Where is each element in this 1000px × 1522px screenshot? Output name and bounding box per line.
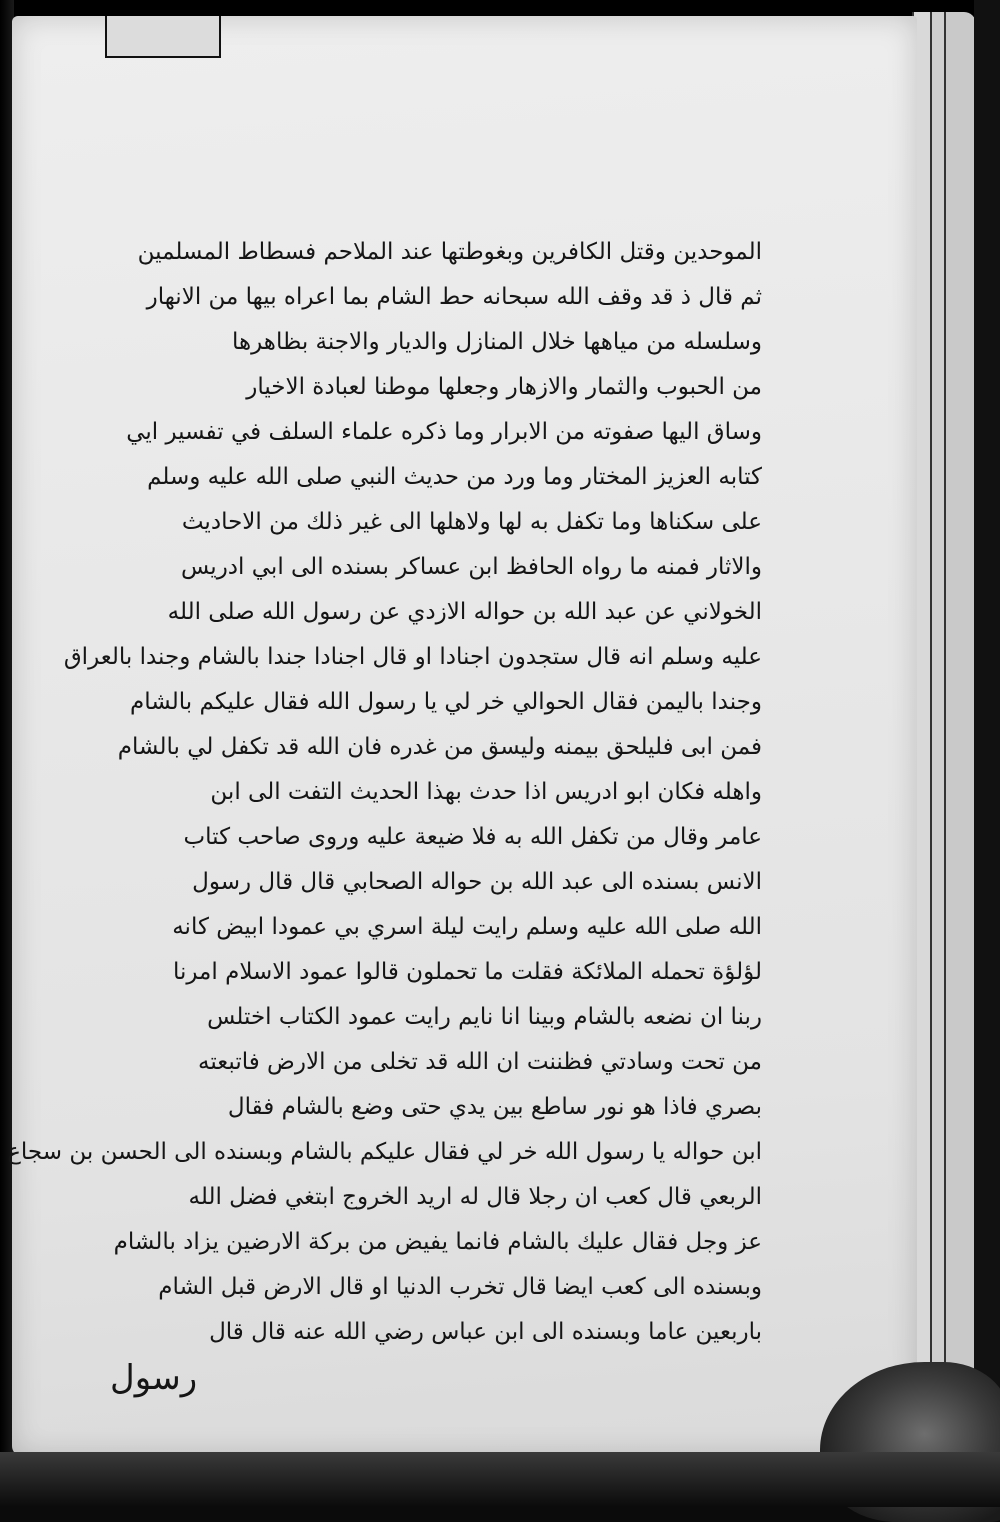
text-line: والاثار فمنه ما رواه الحافظ ابن عساكر بسنده الى ابي ادريس	[180, 554, 762, 580]
text-line: وسلسله من مياهها خلال المنازل والديار والاجنة بظاهرها	[231, 329, 762, 355]
text-line: بصري فاذا هو نور ساطع بين يدي حتى وضع بالشام فقال	[227, 1094, 762, 1120]
binding-tab	[105, 16, 221, 58]
text-line: كتابه العزيز المختار وما ورد من حديث النبي صلى الله عليه وسلم	[147, 464, 762, 490]
text-line: ابن حواله يا رسول الله خر لي فقال عليكم بالشام وبسنده الى الحسن بن سجاع	[7, 1139, 762, 1165]
text-line: الربعي قال كعب ان رجلا قال له اريد الخروج ابتغي فضل الله	[188, 1184, 762, 1210]
text-line: الخولاني عن عبد الله بن حواله الازدي عن رسول الله صلى الله	[167, 599, 762, 625]
text-line: من تحت وسادتي فظننت ان الله قد تخلى من الارض فاتبعته	[198, 1049, 762, 1075]
text-line: من الحبوب والثمار والازهار وجعلها موطنا لعبادة الاخيار	[246, 374, 762, 400]
text-line: باربعين عاما وبسنده الى ابن عباس رضي الله عنه قال قال	[209, 1319, 762, 1345]
text-line: فمن ابى فليلحق بيمنه وليسق من غدره فان الله قد تكفل لي بالشام	[117, 734, 762, 760]
text-line: لؤلؤة تحمله الملائكة فقلت ما تحملون قالوا عمود الاسلام امرنا	[172, 959, 762, 985]
text-line: ثم قال ذ قد وقف الله سبحانه حط الشام بما اعراه بيها من الانهار	[146, 284, 762, 310]
text-line: وساق اليها صفوته من الابرار وما ذكره علماء السلف في تفسير ايي	[126, 419, 762, 445]
scan-border-right	[974, 0, 1000, 1507]
page-stack-edge	[930, 12, 944, 1452]
text-line: الموحدين وقتل الكافرين وبغوطتها عند الملاحم فسطاط المسلمين	[137, 239, 762, 265]
text-line: الانس بسنده الى عبد الله بن حواله الصحابي قال قال رسول	[192, 869, 762, 895]
manuscript-page	[7, 16, 917, 1456]
text-line: ربنا ان نضعه بالشام وبينا انا نايم رايت عمود الكتاب اختلس	[207, 1004, 762, 1030]
text-line: وجندا باليمن فقال الحوالي خر لي يا رسول الله فقال عليكم بالشام	[130, 689, 762, 715]
page-stack-edge	[944, 12, 976, 1452]
scan-border-bottom	[0, 1452, 1000, 1507]
text-line: عامر وقال من تكفل الله به فلا ضيعة عليه وروى صاحب كتاب	[183, 824, 762, 850]
catchword: رسول	[110, 1358, 198, 1398]
text-line: على سكناها وما تكفل به لها ولاهلها الى غير ذلك من الاحاديث	[181, 509, 762, 535]
text-line: واهله فكان ابو ادريس اذا حدث بهذا الحديث التفت الى ابن	[210, 779, 762, 805]
text-line: عليه وسلم انه قال ستجدون اجنادا او قال اجنادا جندا بالشام وجندا بالعراق	[63, 644, 762, 670]
text-line: الله صلى الله عليه وسلم رايت ليلة اسري بي عمودا ابيض كانه	[172, 914, 762, 940]
text-line: وبسنده الى كعب ايضا قال تخرب الدنيا او قال الارض قبل الشام	[158, 1274, 762, 1300]
text-line: عز وجل فقال عليك بالشام فانما يفيض من بركة الارضين يزاد بالشام	[113, 1229, 762, 1255]
